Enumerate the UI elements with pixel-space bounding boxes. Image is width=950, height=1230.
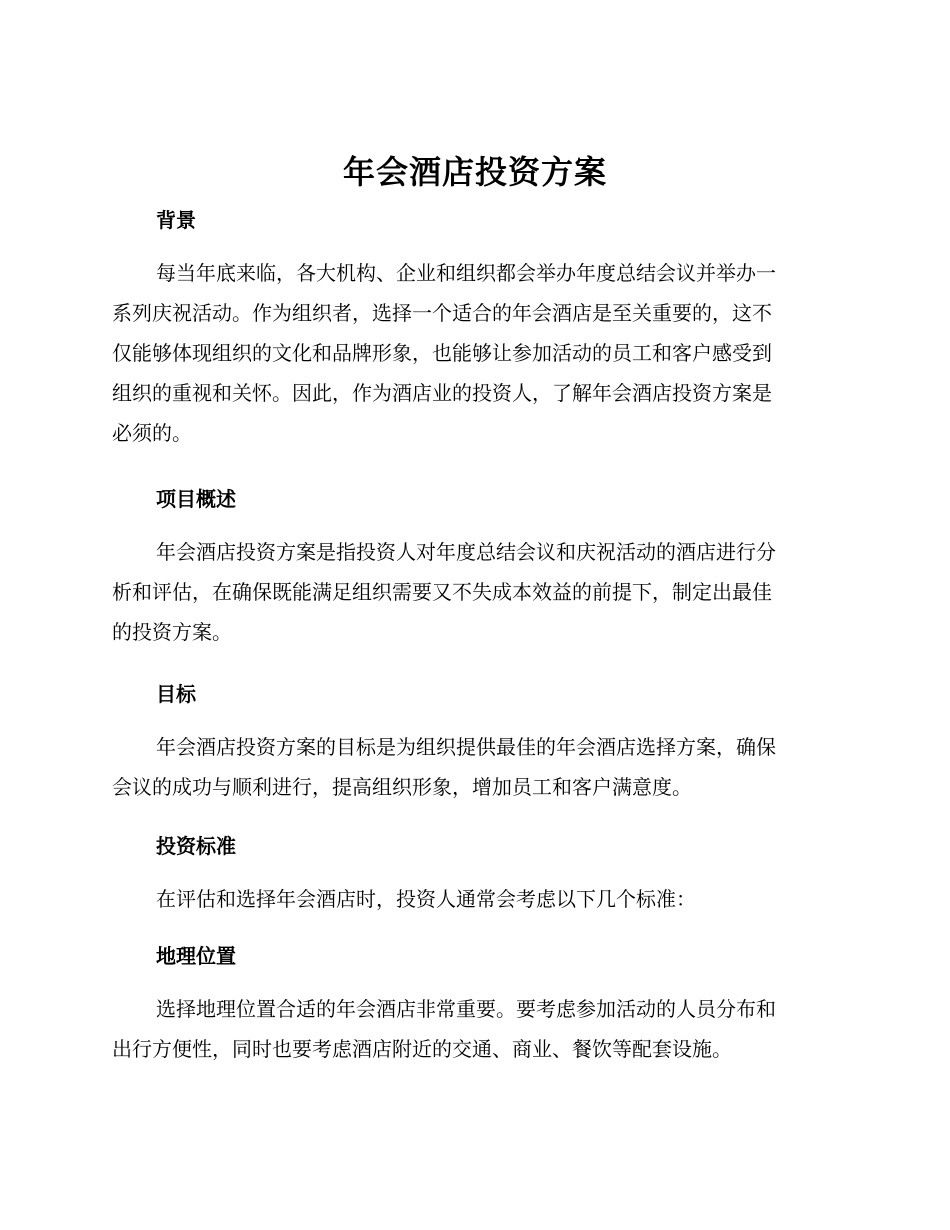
document-title: 年会酒店投资方案 [342,153,607,191]
paragraph-line: 选择地理位置合适的年会酒店非常重要。要考虑参加活动的人员分布和 [156,997,776,1021]
section-paragraph-overview [112,532,832,652]
paragraph-line: 析和评估，在确保既能满足组织需要又不失成本效益的前提下，制定出最佳 [112,580,772,604]
paragraph-line: 会议的成功与顺利进行，提高组织形象，增加员工和客户满意度。 [112,775,692,799]
paragraph-line: 的投资方案。 [112,620,232,644]
section-heading-overview: 项目概述 [156,487,236,511]
section-heading-background: 背景 [156,208,196,232]
paragraph-line: 出行方便性，同时也要考虑酒店附近的交通、商业、餐饮等配套设施。 [112,1037,732,1061]
paragraph-line: 年会酒店投资方案的目标是为组织提供最佳的年会酒店选择方案，确保 [156,735,776,759]
paragraph-line: 必须的。 [112,421,192,445]
section-paragraph-goal [112,727,832,807]
paragraph-line: 在评估和选择年会酒店时，投资人通常会考虑以下几个标准： [156,887,696,911]
section-heading-goal: 目标 [156,682,196,706]
section-paragraph-criteria [112,879,832,919]
section-paragraph-location [112,989,832,1069]
paragraph-line: 仅能够体现组织的文化和品牌形象，也能够让参加活动的员工和客户感受到 [112,341,772,365]
paragraph-line: 每当年底来临，各大机构、企业和组织都会举办年度总结会议并举办一 [156,261,776,285]
paragraph-line: 组织的重视和关怀。因此，作为酒店业的投资人，了解年会酒店投资方案是 [112,381,772,405]
section-paragraph-background [112,253,832,453]
paragraph-line: 年会酒店投资方案是指投资人对年度总结会议和庆祝活动的酒店进行分 [156,540,776,564]
paragraph-line: 系列庆祝活动。作为组织者，选择一个适合的年会酒店是至关重要的，这不 [112,301,772,325]
section-heading-location: 地理位置 [156,944,236,968]
section-heading-criteria: 投资标准 [156,834,236,858]
